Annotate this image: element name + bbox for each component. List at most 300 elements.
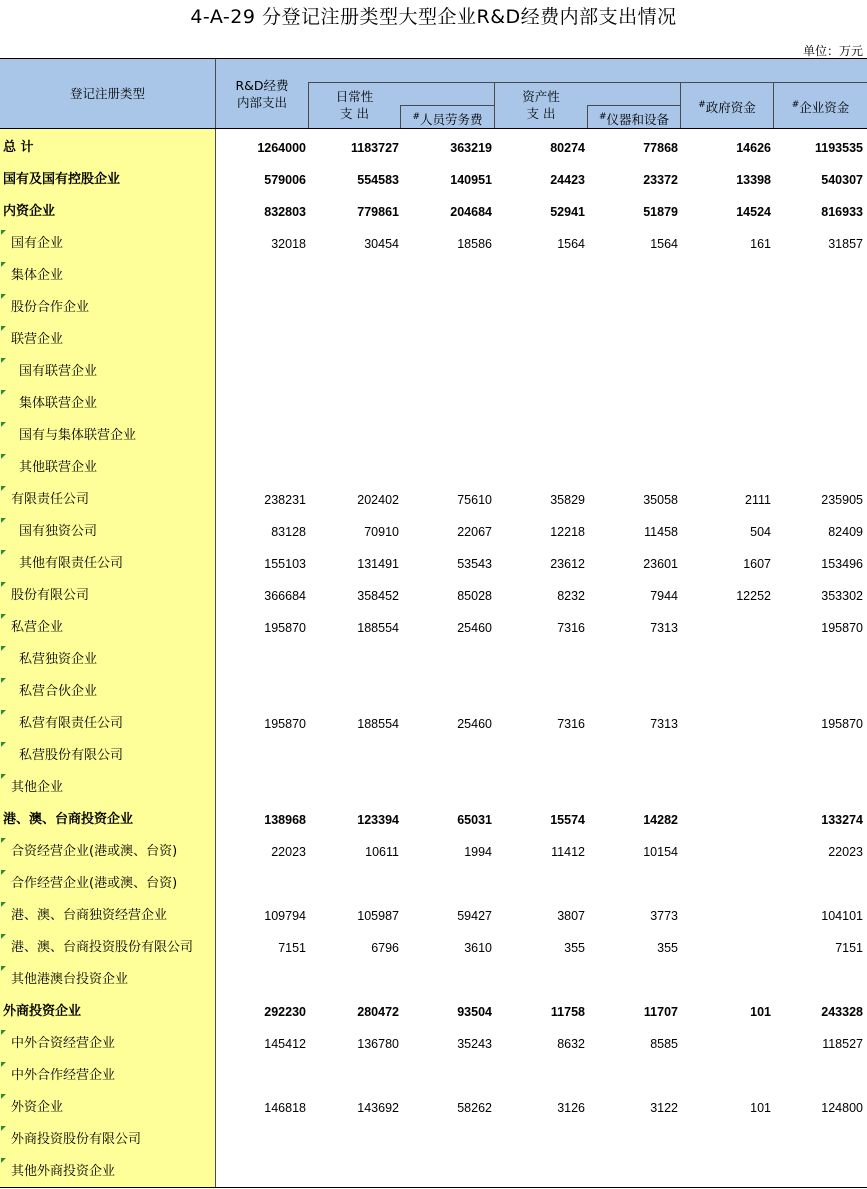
row-value: 1994 (464, 845, 492, 859)
header-enterprise-funds (774, 97, 867, 116)
row-value: 12218 (550, 525, 585, 539)
row-value (681, 1124, 771, 1156)
row-label: 其他外商投资企业 (11, 1164, 116, 1179)
cell-marker-icon (1, 838, 6, 843)
row-value: 18586 (457, 237, 492, 251)
row-value (402, 356, 492, 388)
row-value: 3807 (557, 909, 585, 923)
row-value: 15574 (550, 813, 585, 827)
row-value (681, 420, 771, 452)
row-value: 13398 (736, 173, 771, 187)
table-header (0, 59, 867, 129)
row-value (588, 292, 678, 324)
row-value: 153496 (821, 557, 863, 571)
row-label: 中外合资经营企业 (11, 1036, 116, 1051)
row-value: 202402 (357, 493, 399, 507)
row-label: 外商投资股份有限公司 (11, 1132, 142, 1147)
row-value (681, 708, 771, 740)
row-value: 554583 (357, 173, 399, 187)
row-value (495, 1156, 585, 1188)
row-value: 779861 (357, 205, 399, 219)
row-value: 123394 (357, 813, 399, 827)
row-value: 58262 (457, 1101, 492, 1115)
header-equipment-label: 仪器和设备 (606, 112, 670, 127)
row-value: 358452 (357, 589, 399, 603)
row-value: 6796 (371, 941, 399, 955)
row-label: 国有及国有控股企业 (3, 172, 121, 187)
row-value (588, 356, 678, 388)
row-value: 3610 (464, 941, 492, 955)
row-value (309, 452, 399, 484)
row-value (681, 388, 771, 420)
row-value (402, 964, 492, 996)
row-label: 外资企业 (11, 1100, 64, 1115)
row-value: 22023 (271, 845, 306, 859)
table-row (0, 708, 867, 740)
row-label: 中外合作经营企业 (11, 1068, 116, 1083)
row-value (216, 260, 306, 292)
row-value (681, 772, 771, 804)
row-value (309, 420, 399, 452)
row-value (495, 740, 585, 772)
cell-marker-icon (1, 1126, 6, 1131)
row-label: 其他港澳台投资企业 (11, 972, 129, 987)
row-value (681, 676, 771, 708)
row-value (402, 388, 492, 420)
cell-marker-icon (1, 1030, 6, 1035)
row-value (588, 1060, 678, 1092)
table-row (0, 292, 867, 324)
header-equipment-mark: # (598, 112, 607, 122)
row-value (773, 1156, 863, 1188)
table-row (0, 996, 867, 1028)
row-value (588, 324, 678, 356)
header-daily-line2: 支 出 (340, 106, 369, 121)
row-value: 82409 (828, 525, 863, 539)
row-label: 股份合作企业 (11, 300, 90, 315)
row-value (402, 868, 492, 900)
cell-marker-icon (1, 710, 6, 715)
row-value (402, 740, 492, 772)
row-value (309, 964, 399, 996)
row-label: 其他企业 (11, 780, 64, 795)
row-value: 355 (564, 941, 585, 955)
row-value (773, 868, 863, 900)
row-label: 国有独资公司 (19, 524, 98, 539)
table-row (0, 484, 867, 516)
row-value: 80274 (550, 141, 585, 155)
row-value (216, 772, 306, 804)
row-value: 14524 (736, 205, 771, 219)
row-label: 私营企业 (11, 620, 64, 635)
row-value: 7316 (557, 621, 585, 635)
row-value: 14626 (736, 141, 771, 155)
cell-marker-icon (1, 1062, 6, 1067)
header-registration-type: 登记注册类型 (69, 86, 145, 101)
table-row (0, 580, 867, 612)
row-value: 59427 (457, 909, 492, 923)
row-value: 1607 (743, 557, 771, 571)
row-value: 243328 (821, 1005, 863, 1019)
cell-marker-icon (1, 422, 6, 427)
row-value (681, 932, 771, 964)
row-value: 14282 (643, 813, 678, 827)
row-value (495, 1124, 585, 1156)
cell-marker-icon (1, 582, 6, 587)
row-value: 35243 (457, 1037, 492, 1051)
row-value: 11758 (550, 1005, 585, 1019)
row-value: 8585 (650, 1037, 678, 1051)
row-value (402, 1156, 492, 1188)
row-value (495, 452, 585, 484)
row-label: 合作经营企业(港或澳、台资) (11, 876, 178, 891)
row-value (681, 612, 771, 644)
row-value (495, 676, 585, 708)
table-row (0, 132, 867, 164)
row-value: 136780 (357, 1037, 399, 1051)
row-value: 363219 (450, 141, 492, 155)
table-row (0, 420, 867, 452)
row-value (216, 388, 306, 420)
row-value (681, 324, 771, 356)
table-row (0, 164, 867, 196)
row-value (216, 1156, 306, 1188)
row-value: 138968 (264, 813, 306, 827)
cell-marker-icon (1, 1094, 6, 1099)
row-value (773, 356, 863, 388)
row-value (216, 676, 306, 708)
row-value (402, 772, 492, 804)
row-value: 10611 (365, 845, 399, 859)
row-value (681, 260, 771, 292)
row-value (495, 868, 585, 900)
row-value: 25460 (457, 621, 492, 635)
row-value: 22067 (457, 525, 492, 539)
header-divider (587, 105, 680, 106)
cell-marker-icon (1, 486, 6, 491)
row-value (309, 1156, 399, 1188)
header-rd-total (216, 77, 308, 111)
row-value (216, 964, 306, 996)
row-label: 内资企业 (3, 204, 56, 219)
header-divider (308, 82, 867, 83)
cell-marker-icon (1, 294, 6, 299)
row-value (216, 356, 306, 388)
row-value: 65031 (457, 813, 492, 827)
row-value: 2111 (745, 493, 771, 507)
cell-marker-icon (1, 742, 6, 747)
row-value: 12252 (736, 589, 771, 603)
row-value: 35058 (643, 493, 678, 507)
table-row (0, 1156, 867, 1188)
row-value: 7313 (650, 621, 678, 635)
row-value: 366684 (264, 589, 306, 603)
header-asset-line1: 资产性 (522, 89, 560, 104)
row-value: 3122 (650, 1101, 678, 1115)
row-value: 235905 (821, 493, 863, 507)
row-label: 外商投资企业 (3, 1004, 82, 1019)
header-gov-label: 政府资金 (705, 100, 756, 115)
row-value: 70910 (364, 525, 399, 539)
row-value (588, 420, 678, 452)
row-value (588, 740, 678, 772)
row-value (402, 452, 492, 484)
row-value (216, 292, 306, 324)
row-value: 101 (750, 1101, 771, 1115)
row-value (681, 964, 771, 996)
table-row (0, 772, 867, 804)
row-value: 145412 (264, 1037, 306, 1051)
header-ent-label: 企业资金 (799, 100, 850, 115)
row-value (216, 644, 306, 676)
row-label: 私营股份有限公司 (19, 748, 124, 763)
row-value: 131491 (357, 557, 399, 571)
row-value (402, 260, 492, 292)
row-value: 3126 (557, 1101, 585, 1115)
row-value (402, 420, 492, 452)
row-value (309, 644, 399, 676)
row-value: 8632 (557, 1037, 585, 1051)
cell-marker-icon (1, 678, 6, 683)
row-value: 540307 (821, 173, 863, 187)
row-value: 195870 (264, 717, 306, 731)
row-value (495, 292, 585, 324)
row-value: 124800 (821, 1101, 863, 1115)
row-value: 1264000 (257, 141, 306, 155)
row-value (495, 772, 585, 804)
row-value: 11458 (644, 525, 678, 539)
row-value: 832803 (264, 205, 306, 219)
row-value (309, 772, 399, 804)
row-value (681, 900, 771, 932)
row-value: 52941 (550, 205, 585, 219)
cell-marker-icon (1, 518, 6, 523)
cell-marker-icon (1, 454, 6, 459)
row-value (216, 420, 306, 452)
row-value (309, 1124, 399, 1156)
table-row (0, 612, 867, 644)
cell-marker-icon (1, 870, 6, 875)
row-value: 188554 (357, 621, 399, 635)
table-bottom-border (0, 1187, 867, 1188)
header-divider (400, 105, 494, 106)
row-value: 1564 (650, 237, 678, 251)
row-value (495, 644, 585, 676)
row-label: 国有企业 (11, 236, 64, 251)
row-value (588, 772, 678, 804)
row-value (495, 356, 585, 388)
table-row (0, 1028, 867, 1060)
row-value: 146818 (264, 1101, 306, 1115)
unit-label: 单位：万元 (802, 44, 863, 58)
row-value (216, 324, 306, 356)
row-value (495, 388, 585, 420)
row-value: 155103 (264, 557, 306, 571)
row-value (681, 1156, 771, 1188)
row-value: 7151 (835, 941, 863, 955)
row-value (681, 740, 771, 772)
row-value (773, 292, 863, 324)
row-label: 其他有限责任公司 (19, 556, 124, 571)
row-value (309, 740, 399, 772)
row-value (402, 324, 492, 356)
row-value: 105987 (357, 909, 399, 923)
row-value (216, 1124, 306, 1156)
row-value: 11412 (551, 845, 585, 859)
row-value (681, 644, 771, 676)
table-row (0, 452, 867, 484)
row-value: 133274 (821, 813, 863, 827)
table-row (0, 644, 867, 676)
row-value (495, 964, 585, 996)
row-value (216, 1060, 306, 1092)
row-value (773, 772, 863, 804)
cell-marker-icon (1, 390, 6, 395)
row-value: 355 (657, 941, 678, 955)
row-value (495, 260, 585, 292)
table-row (0, 836, 867, 868)
row-label: 股份有限公司 (11, 588, 90, 603)
row-value (309, 868, 399, 900)
row-label: 其他联营企业 (19, 460, 98, 475)
row-value: 75610 (457, 493, 492, 507)
row-value (402, 292, 492, 324)
row-value: 51879 (643, 205, 678, 219)
row-label: 私营有限责任公司 (19, 716, 124, 731)
row-value (773, 1124, 863, 1156)
table-row (0, 324, 867, 356)
row-value: 32018 (271, 237, 306, 251)
row-value (495, 324, 585, 356)
row-value: 292230 (264, 1005, 306, 1019)
row-value: 143692 (357, 1101, 399, 1115)
row-value (681, 868, 771, 900)
header-personnel-cost (401, 109, 494, 128)
header-asset-line2: 支 出 (526, 106, 556, 121)
row-value: 7944 (650, 589, 678, 603)
cell-marker-icon (1, 1158, 6, 1163)
header-personnel-mark: # (412, 112, 421, 122)
row-value (309, 388, 399, 420)
row-value (216, 740, 306, 772)
row-value: 93504 (457, 1005, 492, 1019)
header-daily-expense (309, 88, 400, 122)
row-value: 25460 (457, 717, 492, 731)
row-value: 7313 (650, 717, 678, 731)
row-value (588, 1124, 678, 1156)
table-row (0, 516, 867, 548)
row-value (402, 644, 492, 676)
row-value (773, 388, 863, 420)
table-row (0, 676, 867, 708)
cell-marker-icon (1, 326, 6, 331)
row-value: 11707 (643, 1005, 678, 1019)
row-label: 私营独资企业 (19, 652, 98, 667)
row-value (773, 452, 863, 484)
row-label: 国有联营企业 (19, 364, 98, 379)
row-value: 816933 (821, 205, 863, 219)
table-row (0, 548, 867, 580)
row-label: 合资经营企业(港或澳、台资) (11, 844, 178, 859)
row-label: 有限责任公司 (11, 492, 90, 507)
row-value (216, 868, 306, 900)
row-label: 联营企业 (11, 332, 64, 347)
row-value (495, 420, 585, 452)
row-value: 8232 (557, 589, 585, 603)
row-value: 7316 (557, 717, 585, 731)
row-value (681, 452, 771, 484)
row-value: 109794 (264, 909, 306, 923)
row-value (309, 324, 399, 356)
row-label: 港、澳、台商投资股份有限公司 (11, 940, 194, 955)
row-label: 集体联营企业 (19, 396, 98, 411)
row-value: 3773 (650, 909, 678, 923)
row-value: 85028 (457, 589, 492, 603)
row-value (588, 1156, 678, 1188)
header-government-funds (681, 97, 773, 116)
row-value (588, 868, 678, 900)
header-personnel-label: 人员劳务费 (420, 112, 483, 127)
table-row (0, 388, 867, 420)
row-value (681, 292, 771, 324)
row-value (773, 740, 863, 772)
row-value (773, 964, 863, 996)
cell-marker-icon (1, 614, 6, 619)
row-value (773, 260, 863, 292)
row-value: 7151 (278, 941, 306, 955)
header-rd-total-line2: 内部支出 (236, 95, 287, 110)
row-value (588, 452, 678, 484)
table-row (0, 196, 867, 228)
row-value: 140951 (450, 173, 492, 187)
row-value: 1564 (557, 237, 585, 251)
table-row (0, 1092, 867, 1124)
row-value: 280472 (357, 1005, 399, 1019)
header-asset-expense (495, 88, 587, 122)
row-value (681, 836, 771, 868)
table-row (0, 964, 867, 996)
row-value: 353302 (821, 589, 863, 603)
cell-marker-icon (1, 646, 6, 651)
row-value (309, 260, 399, 292)
row-value (681, 1028, 771, 1060)
cell-marker-icon (1, 774, 6, 779)
row-value: 35829 (550, 493, 585, 507)
row-value (309, 1060, 399, 1092)
row-value (773, 1060, 863, 1092)
row-value: 188554 (357, 717, 399, 731)
row-value (588, 676, 678, 708)
row-value (588, 260, 678, 292)
row-value: 104101 (821, 909, 863, 923)
row-value (309, 356, 399, 388)
row-value (773, 644, 863, 676)
row-value (309, 292, 399, 324)
row-value (681, 1060, 771, 1092)
row-value (773, 324, 863, 356)
row-value: 195870 (264, 621, 306, 635)
row-value (681, 356, 771, 388)
table-row (0, 900, 867, 932)
row-value: 31857 (828, 237, 863, 251)
row-value (402, 1060, 492, 1092)
row-value (588, 644, 678, 676)
row-value (588, 388, 678, 420)
row-value: 83128 (271, 525, 306, 539)
row-value: 161 (750, 237, 771, 251)
row-value: 504 (750, 525, 771, 539)
row-value: 1183727 (351, 141, 399, 155)
